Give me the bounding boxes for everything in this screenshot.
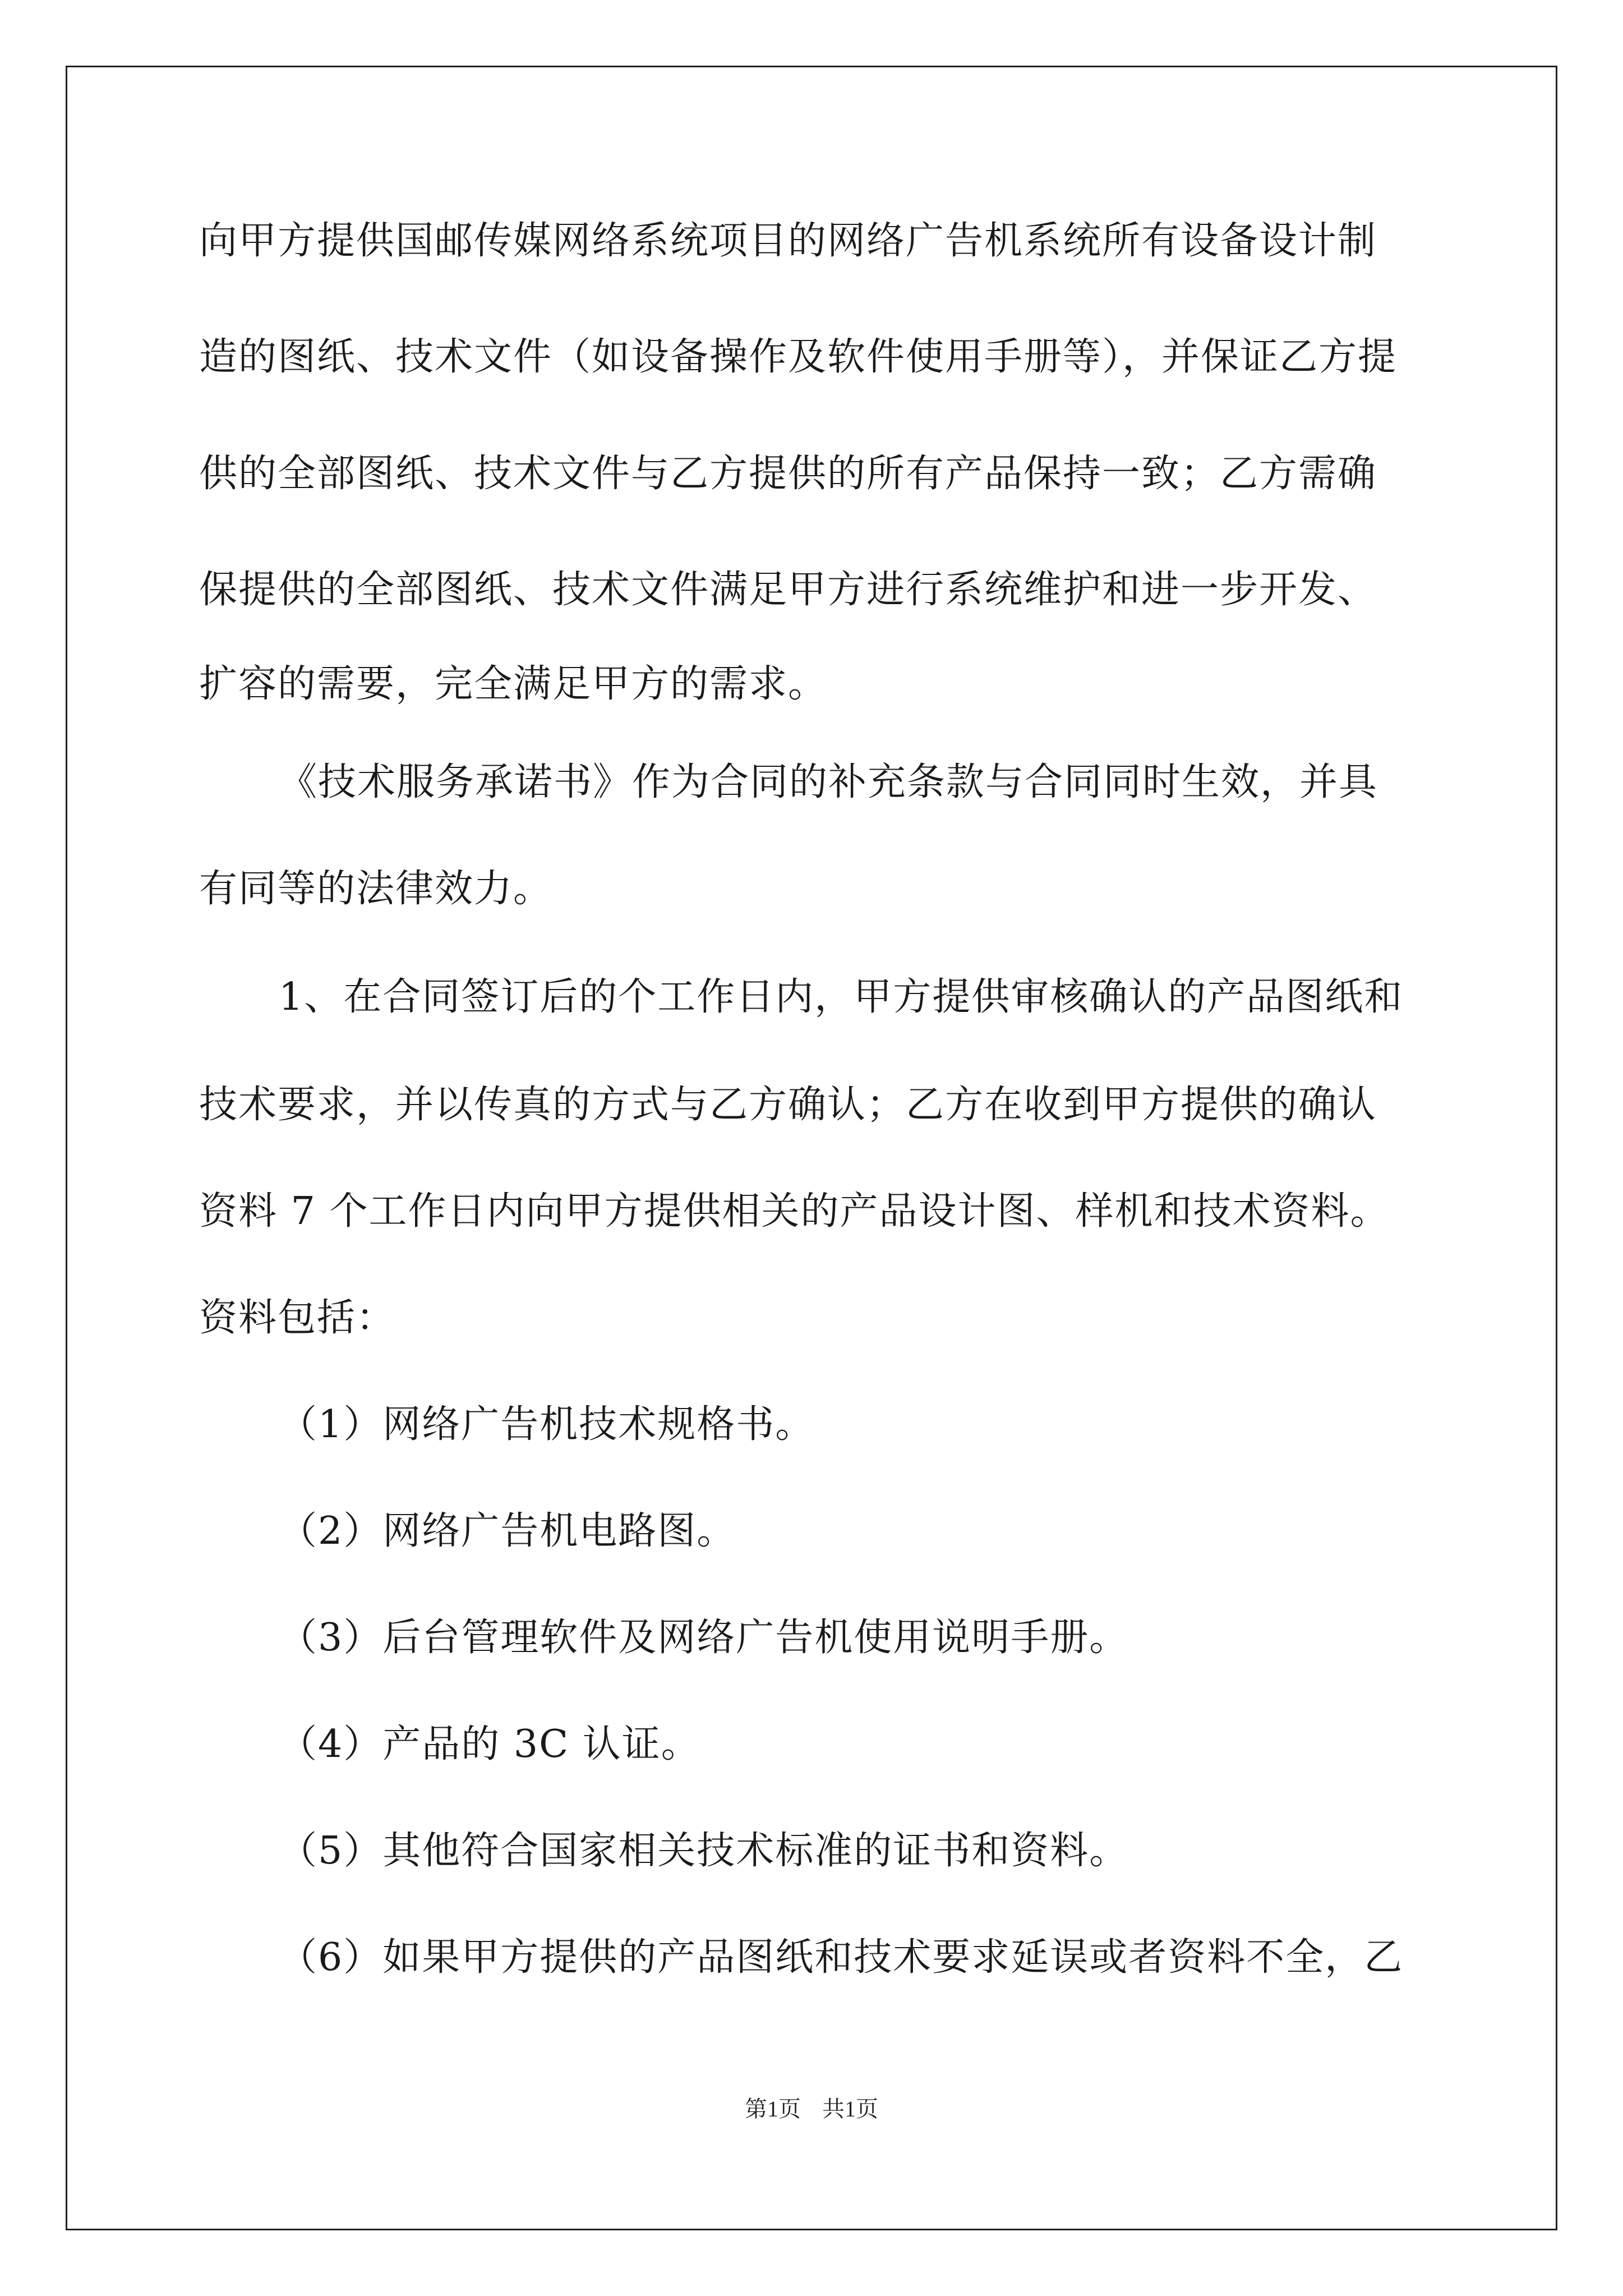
paragraph-line: 造的图纸、技术文件（如设备操作及软件使用手册等），并保证乙方提 (199, 335, 1398, 379)
paragraph-line: 向甲方提供国邮传媒网络系统项目的网络广告机系统所有设备设计制 (199, 219, 1377, 263)
list-item: （4）产品的 3C 认证。 (279, 1722, 700, 1766)
paragraph-line: 技术要求，并以传真的方式与乙方确认；乙方在收到甲方提供的确认 (199, 1083, 1377, 1127)
paragraph-line: 资料 7 个工作日内向甲方提供相关的产品设计图、样机和技术资料。 (199, 1189, 1390, 1234)
paragraph-line: 1、在合同签订后的个工作日内，甲方提供审核确认的产品图纸和 (279, 975, 1404, 1019)
page-total: 共1页 (822, 2096, 878, 2122)
paragraph-line: 资料包括： (199, 1296, 396, 1340)
list-item: （1）网络广告机技术规格书。 (279, 1402, 815, 1447)
paragraph-line: 有同等的法律效力。 (199, 867, 553, 911)
list-item: （5）其他符合国家相关技术标准的证书和资料。 (279, 1829, 1129, 1873)
paragraph-line: 扩容的需要，完全满足甲方的需求。 (199, 662, 828, 706)
paragraph-line: 保提供的全部图纸、技术文件满足甲方进行系统维护和进一步开发、 (199, 568, 1377, 612)
page-number: 第1页 (745, 2096, 801, 2122)
list-item: （6）如果甲方提供的产品图纸和技术要求延误或者资料不全，乙 (279, 1935, 1404, 1980)
list-item: （2）网络广告机电路图。 (279, 1509, 736, 1553)
paragraph-line: 《技术服务承诺书》作为合同的补充条款与合同同时生效，并具 (279, 760, 1378, 804)
page-footer (0, 2095, 1623, 2123)
paragraph-line: 供的全部图纸、技术文件与乙方提供的所有产品保持一致；乙方需确 (199, 452, 1377, 496)
list-item: （3）后台管理软件及网络广告机使用说明手册。 (279, 1616, 1129, 1660)
page-border (66, 66, 1557, 2230)
